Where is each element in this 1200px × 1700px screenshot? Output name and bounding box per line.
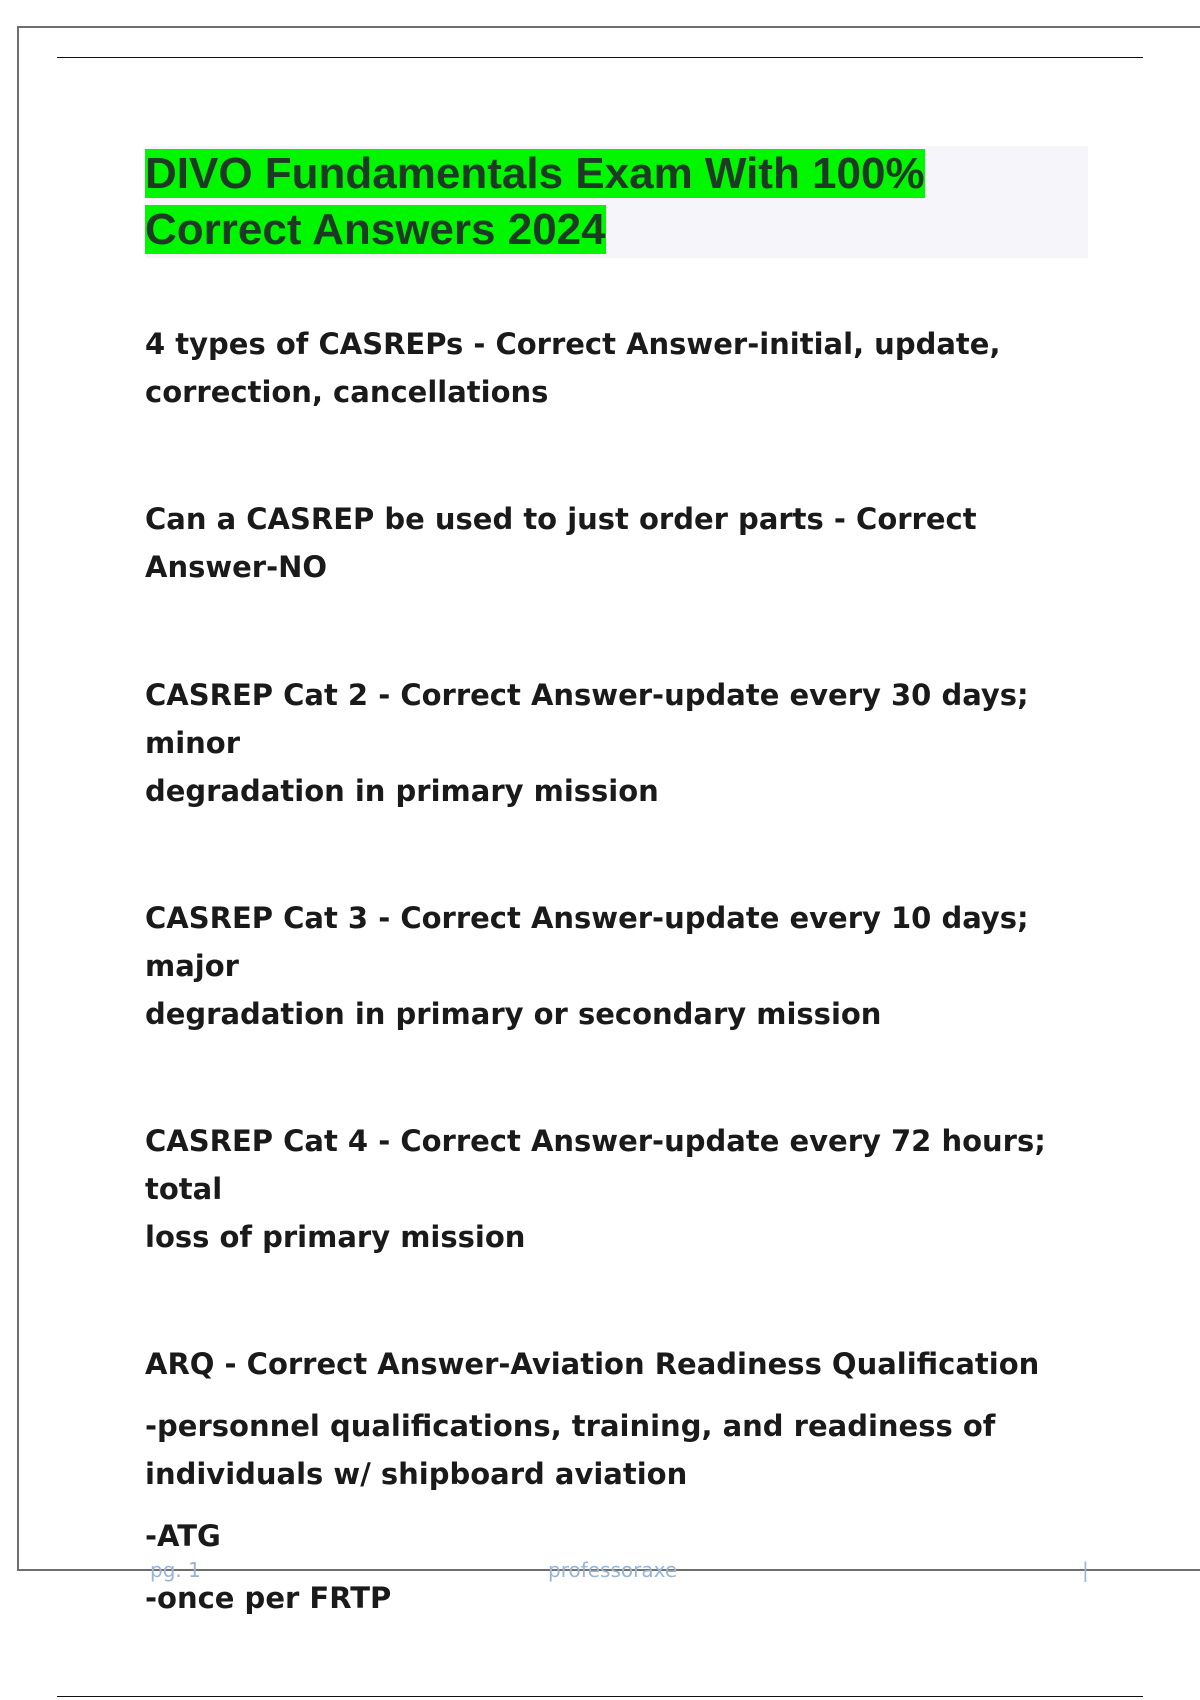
footer-right-mark: | xyxy=(1082,1558,1089,1582)
qa-entry-casrep-cat4 xyxy=(145,1117,1105,1261)
footer-author: professoraxe xyxy=(548,1558,678,1582)
qa-entry-casrep-cat3 xyxy=(145,894,1105,1038)
qa-line: individuals w/ shipboard aviation xyxy=(145,1457,688,1491)
next-page-header-rule xyxy=(57,1696,1143,1697)
qa-line: CASREP Cat 2 - Correct Answer-update every 30 days; minor xyxy=(145,678,1029,760)
qa-line: Can a CASREP be used to just order parts - Correct Answer-NO xyxy=(145,502,977,584)
qa-entry-arq-heading: ARQ - Correct Answer-Aviation Readiness Qualification xyxy=(145,1347,1040,1381)
arq-detail-personnel xyxy=(145,1402,1105,1498)
qa-line: degradation in primary mission xyxy=(145,774,659,808)
page-title xyxy=(145,146,1088,258)
qa-line: degradation in primary or secondary mission xyxy=(145,997,882,1031)
header-rule xyxy=(57,57,1143,58)
qa-line: -once per FRTP xyxy=(145,1581,392,1615)
qa-entry-casrep-cat2 xyxy=(145,671,1105,815)
qa-entry-casrep-parts xyxy=(145,495,1105,591)
qa-line: -ATG xyxy=(145,1519,221,1553)
qa-entry-casrep-types xyxy=(145,320,1105,416)
qa-list xyxy=(145,320,1105,1622)
qa-line: 4 types of CASREPs - Correct Answer-initial, update, xyxy=(145,327,1001,361)
qa-line: CASREP Cat 3 - Correct Answer-update every 10 days; major xyxy=(145,901,1029,983)
title-line-2: Correct Answers 2024 xyxy=(145,205,606,254)
title-line-1: DIVO Fundamentals Exam With 100% xyxy=(145,149,925,198)
arq-detail-atg xyxy=(145,1512,1105,1560)
footer-page-number: pg. 1 xyxy=(150,1558,201,1582)
qa-line: CASREP Cat 4 - Correct Answer-update every 72 hours; total xyxy=(145,1124,1046,1206)
qa-line: correction, cancellations xyxy=(145,375,549,409)
qa-line: loss of primary mission xyxy=(145,1220,526,1254)
title-block xyxy=(145,146,1088,258)
qa-line: -personnel qualifications, training, and readiness of xyxy=(145,1409,996,1443)
